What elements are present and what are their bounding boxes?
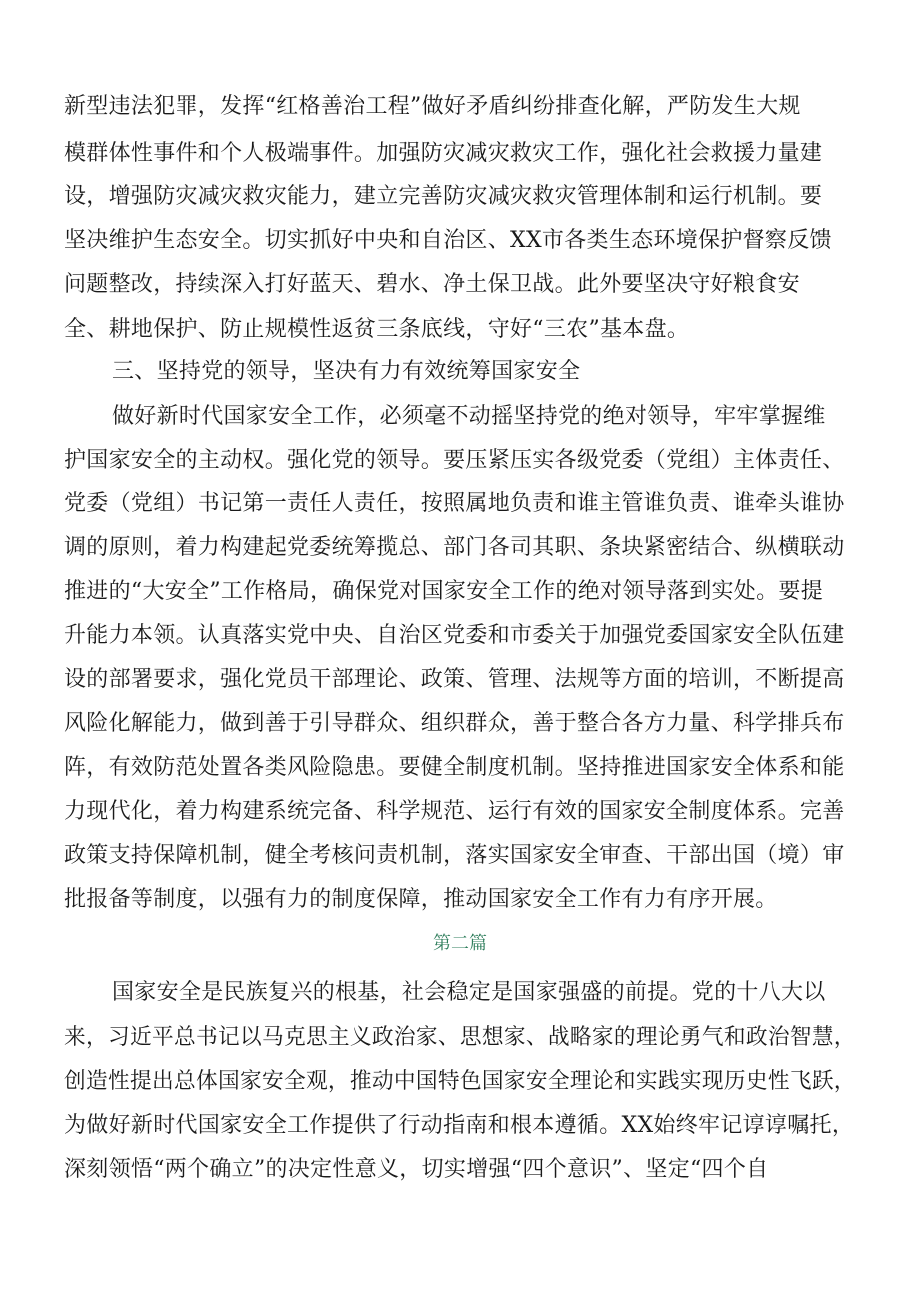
paragraph-line: 创造性提出总体国家安全观，推动中国特色国家安全理论和实践实现历史性飞跃， <box>64 1069 856 1094</box>
paragraph-line: 政策支持保障机制，健全考核问责机制，落实国家安全审查、干部出国（境）审 <box>64 843 845 868</box>
paragraph-line: 为做好新时代国家安全工作提供了行动指南和根本遵循。XX始终牢记谆谆嘱托， <box>64 1113 855 1138</box>
paragraph-line: 推进的“大安全”工作格局，确保党对国家安全工作的绝对领导落到实处。要提 <box>64 579 823 604</box>
paragraph-line: 党委（党组）书记第一责任人责任，按照属地负责和谁主管谁负责、谁牵头谁协 <box>64 491 845 516</box>
section-title: 第二篇 <box>433 933 487 954</box>
paragraph-line: 模群体性事件和个人极端事件。加强防灾减灾救灾工作，强化社会救援力量建 <box>64 141 823 166</box>
paragraph-line: 设的部署要求，强化党员干部理论、政策、管理、法规等方面的培训，不断提高 <box>64 667 845 692</box>
paragraph-line: 设，增强防灾减灾救灾能力，建立完善防灾减灾救灾管理体制和运行机制。要 <box>64 184 823 209</box>
paragraph-line: 来，习近平总书记以马克思主义政治家、思想家、战略家的理论勇气和政治智慧， <box>64 1025 856 1050</box>
paragraph-line: 护国家安全的主动权。强化党的领导。要压紧压实各级党委（党组）主体责任、 <box>64 448 845 473</box>
paragraph-line: 新型违法犯罪，发挥“红格善治工程”做好矛盾纠纷排查化解，严防发生大规 <box>64 94 801 119</box>
paragraph-line: 坚决维护生态安全。切实抓好中央和自治区、XX市各类生态环境保护督察反馈 <box>64 228 832 253</box>
section-heading: 三、坚持党的领导，坚决有力有效统筹国家安全 <box>112 359 581 384</box>
paragraph-line: 升能力本领。认真落实党中央、自治区党委和市委关于加强党委国家安全队伍建 <box>64 623 845 648</box>
paragraph-line: 阵，有效防范处置各类风险隐患。要健全制度机制。坚持推进国家安全体系和能 <box>64 755 845 780</box>
paragraph-line: 调的原则，着力构建起党委统筹揽总、部门各司其职、条块紧密结合、纵横联动 <box>64 535 845 560</box>
paragraph-line: 风险化解能力，做到善于引导群众、组织群众，善于整合各方力量、科学排兵布 <box>64 711 845 736</box>
paragraph-line: 深刻领悟“两个确立”的决定性意义，切实增强“四个意识”、坚定“四个自 <box>64 1157 769 1182</box>
paragraph-line: 做好新时代国家安全工作，必须毫不动摇坚持党的绝对领导，牢牢掌握维 <box>112 404 826 429</box>
paragraph-line: 全、耕地保护、防止规模性返贫三条底线，守好“三农”基本盘。 <box>64 317 690 342</box>
paragraph-line: 力现代化，着力构建系统完备、科学规范、运行有效的国家安全制度体系。完善 <box>64 799 845 824</box>
paragraph-line: 问题整改，持续深入打好蓝天、碧水、净土保卫战。此外要坚决守好粮食安 <box>64 272 800 297</box>
paragraph-line: 国家安全是民族复兴的根基，社会稳定是国家强盛的前提。党的十八大以 <box>112 980 826 1005</box>
paragraph-line: 批报备等制度，以强有力的制度保障，推动国家安全工作有力有序开展。 <box>64 887 778 912</box>
